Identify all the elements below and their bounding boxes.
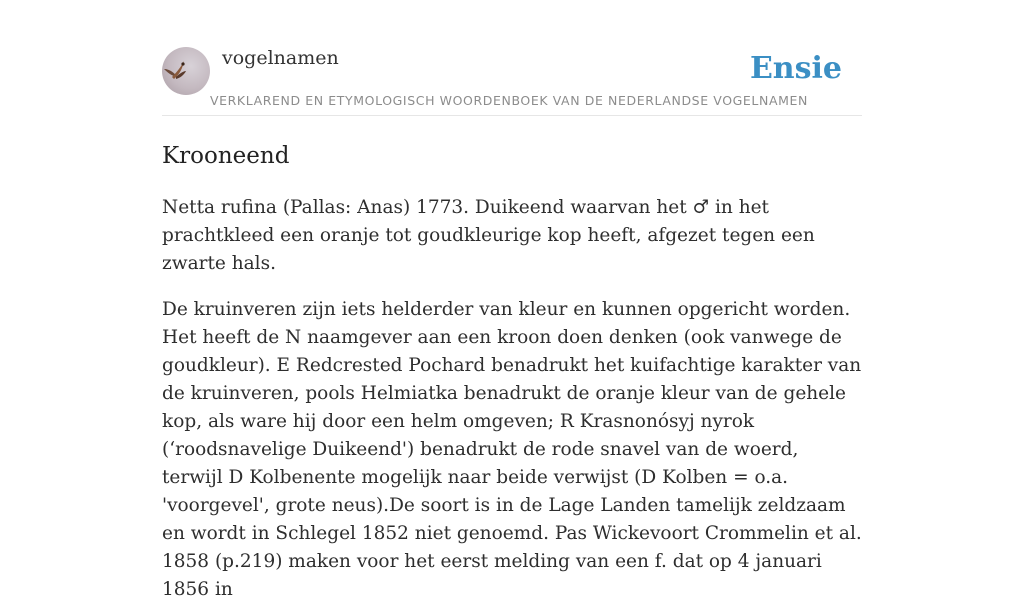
- site-subtitle: VERKLAREND EN ETYMOLOGISCH WOORDENBOEK VAN DE NEDERLANDSE VOGELNAMEN: [210, 93, 808, 108]
- bird-icon: [162, 47, 210, 95]
- site-name[interactable]: vogelnamen: [222, 47, 339, 69]
- entry-title: Krooneend: [162, 143, 290, 169]
- site-header: [162, 0, 862, 116]
- ensie-logo[interactable]: Ensie: [749, 51, 842, 86]
- entry-paragraph-1: Netta rufina (Pallas: Anas) 1773. Duikeend waarvan het ♂ in het prachtkleed een oranje tot goudkleurige kop heeft, afgezet tegen een zwarte hals.: [162, 197, 815, 274]
- content-column: [162, 0, 862, 604]
- entry-paragraph-2: De kruinveren zijn iets helderder van kleur en kunnen opgericht worden. Het heeft de N naamgever aan een kroon doen denken (ook vanwege de goudkleur). E Redcrested Pochard benadrukt het kuifachtige karakter van de kruinveren, pools Helmiatka benadrukt de oranje kleur van de gehele kop, als ware hij door een helm omgeven; R Krasnonósyj nyrok (‘roodsnavelige Duikeend') benadrukt de rode snavel van de woerd, terwijl D Kolbenente mogelijk naar beide verwijst (D Kolben = o.a. 'voorgevel', grote neus).De soort is in de Lage Landen tamelijk zeldzaam en wordt in Schlegel 1852 niet genoemd. Pas Wickevoort Crommelin et al. 1858 (p.219) maken voor het eerst melding van een f. dat op 4 januari 1856 in: [162, 299, 862, 600]
- avatar[interactable]: [162, 47, 210, 95]
